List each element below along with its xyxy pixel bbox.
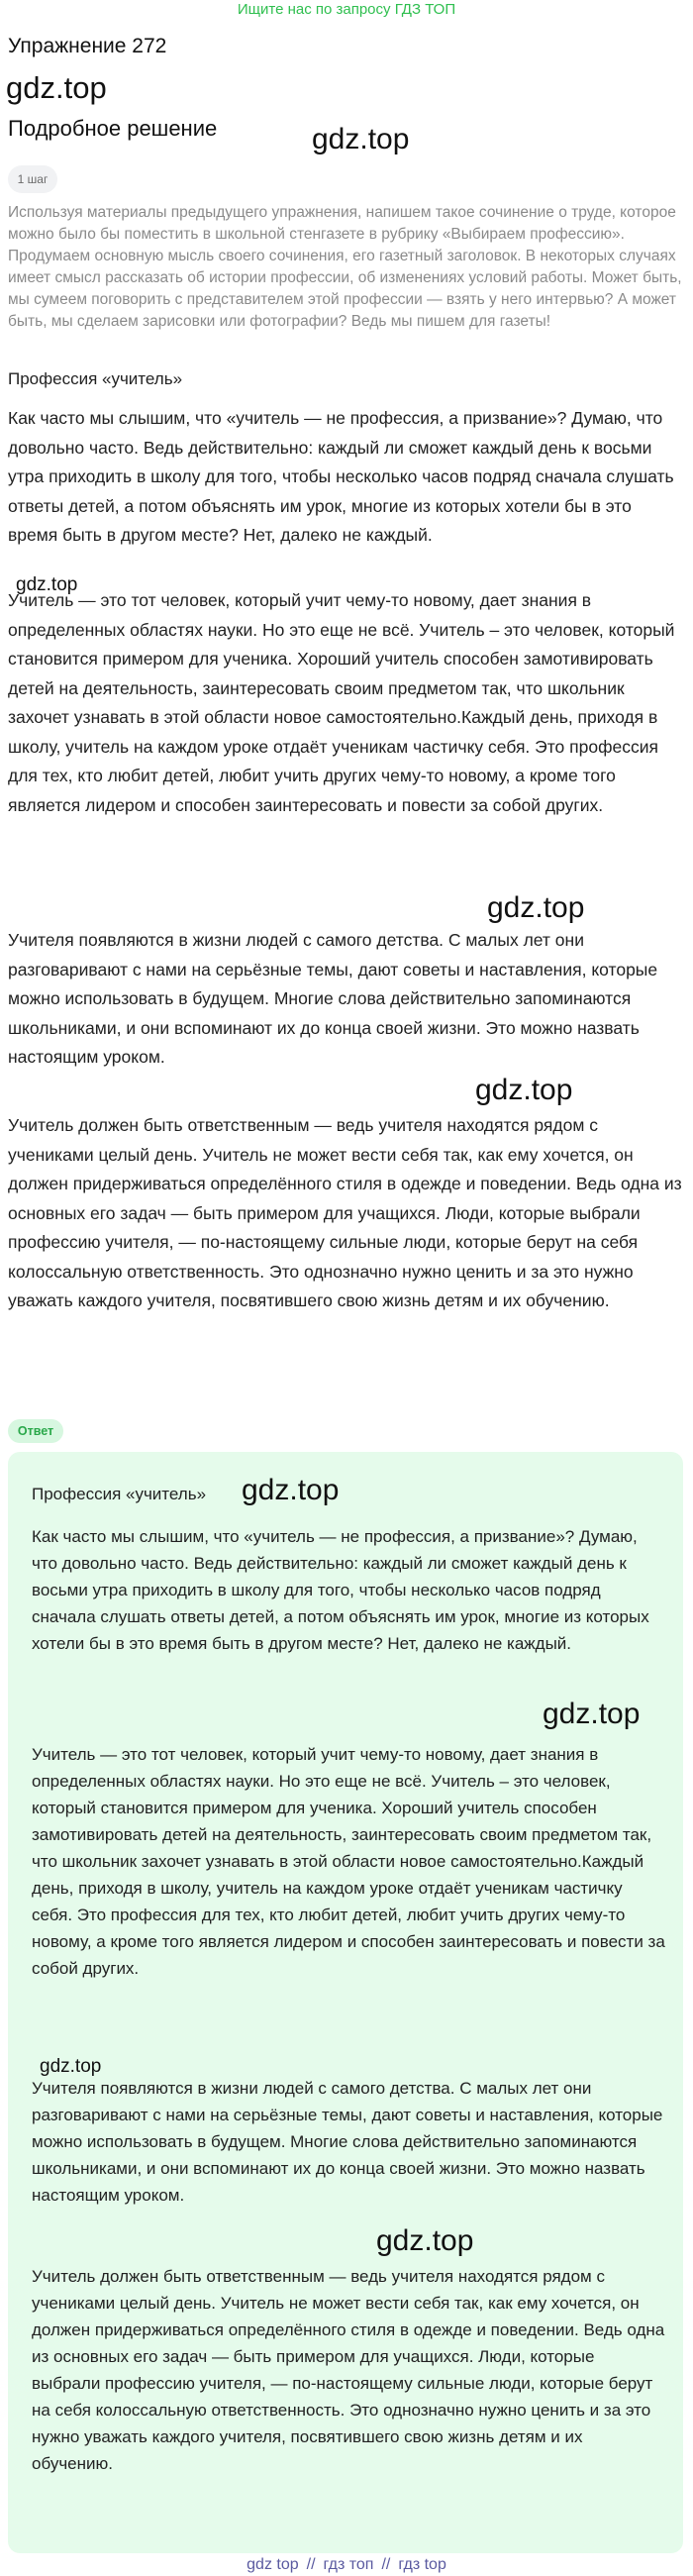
essay-title: Профессия «учитель»	[8, 369, 183, 388]
solution-title: Подробное решение	[8, 116, 218, 141]
answer-paragraph: Учитель должен быть ответственным — ведь учителя находятся рядом с учениками целый день. Учитель не может вести себя так, как ему хочется, он должен придерживаться определённого стиля в одежде и поведении. Ведь одна из основных его задач — быть примером для учащихся. Люди, которые выбрали профессию учителя, — по-настоящему сильные люди, которые берут на себя колоссальную ответственность. Это однозначно нужно ценить и за это нужно уважать каждого учителя, посвятившего свою жизнь детям и их обучению.	[32, 2267, 665, 2473]
exercise-title: Упражнение 272	[8, 35, 167, 57]
footer-link[interactable]: гдз топ	[323, 2556, 374, 2573]
search-banner[interactable]: Ищите нас по запросу ГДЗ ТОП	[237, 1, 456, 18]
task-intro: Используя материалы предыдущего упражнения, напишем такое сочинение о труде, которое можно было бы поместить в школьной стенгазете в рубрику «Выбираем профессию». Продумаем основную мысль своего сочинения, его газетный заголовок. В некоторых случаях имеет смысл рассказать об истории профессии, об изменениях условий работы. Может быть, мы сумеем поговорить с представителем этой профессии — взять у него интервью? А может быть, мы сделаем зарисовки или фотографии? Ведь мы пишем для газеты!	[8, 204, 682, 330]
watermark: gdz.top	[242, 1474, 340, 1506]
essay-paragraph: Учитель — это тот человек, который учит чему-то новому, дает знания в определенных областях науки. Но это еще не всё. Учитель – это человек, который становится примером для ученика. Хороший учитель способен замотивировать детей на деятельность, заинтересовать своим предметом так, что школьник захочет узнавать в этой области новое самостоятельно.Каждый день, приходя в школу, учитель на каждом уроке отдаёт ученикам частичку себя. Это профессия для тех, кто любит детей, любит учить других чему-то новому, а кроме того является лидером и способен заинтересовать и повести за собой других.	[8, 590, 675, 815]
answer-essay-title: Профессия «учитель»	[32, 1485, 207, 1503]
watermark: gdz.top	[40, 2056, 102, 2077]
watermark: gdz.top	[376, 2224, 474, 2257]
footer-links	[0, 2553, 693, 2576]
answer-paragraph: Учителя появляются в жизни людей с самого детства. С малых лет они разговаривают с нами на серьёзные темы, дают советы и наставления, которые можно использовать в будущем. Многие слова действительно запоминаются школьниками, и они вспоминают их до конца своей жизни. Это можно назвать настоящим уроком.	[32, 2079, 663, 2205]
watermark: gdz.top	[543, 1698, 641, 1730]
footer-separator: //	[381, 2556, 391, 2573]
footer-separator: //	[306, 2556, 316, 2573]
footer-link[interactable]: гдз top	[398, 2556, 446, 2573]
watermark: gdz.top	[312, 123, 410, 155]
essay-paragraph: Как часто мы слышим, что «учитель — не профессия, а призвание»? Думаю, что довольно часто. Ведь действительно: каждый ли сможет каждый день к восьми утра приходить в школу для того, чтобы несколько часов подряд сначала слушать ответы детей, а потом объяснять им урок, многие из которых хотели бы в это время быть в другом месте? Нет, далеко не каждый.	[8, 408, 674, 545]
watermark: gdz.top	[475, 1074, 573, 1106]
site-logo[interactable]: gdz.top	[6, 70, 107, 105]
essay-paragraph: Учителя появляются в жизни людей с самого детства. С малых лет они разговаривают с нами на серьёзные темы, дают советы и наставления, которые можно использовать в будущем. Многие слова действительно запоминаются школьниками, и они вспоминают их до конца своей жизни. Это можно назвать настоящим уроком.	[8, 930, 658, 1067]
footer-link[interactable]: gdz top	[247, 2556, 299, 2573]
essay-paragraph: Учитель должен быть ответственным — ведь учителя находятся рядом с учениками целый день. Учитель не может вести себя так, как ему хочется, он должен придерживаться определённого стиля в одежде и поведении. Ведь одна из основных его задач — быть примером для учащихся. Люди, которые выбрали профессию учителя, — по-настоящему сильные люди, которые берут на себя колоссальную ответственность. Это однозначно нужно ценить и за это нужно уважать каждого учителя, посвятившего свою жизнь детям и их обучению.	[8, 1115, 682, 1310]
answer-paragraph: Учитель — это тот человек, который учит чему-то новому, дает знания в определенных областях науки. Но это еще не всё. Учитель – это человек, который становится примером для ученика. Хороший учитель способен замотивировать детей на деятельность, заинтересовать своим предметом так, что школьник захочет узнавать в этой области новое самостоятельно.Каждый день, приходя в школу, учитель на каждом уроке отдаёт ученикам частичку себя. Это профессия для тех, кто любит детей, любит учить других чему-то новому, а кроме того является лидером и способен заинтересовать и повести за собой других.	[32, 1745, 665, 1978]
watermark: gdz.top	[16, 574, 78, 595]
answer-paragraph: Как часто мы слышим, что «учитель — не профессия, а призвание»? Думаю, что довольно часто. Ведь действительно: каждый ли сможет каждый день к восьми утра приходить в школу для того, чтобы несколько часов подряд сначала слушать ответы детей, а потом объяснять им урок, многие из которых хотели бы в это время быть в другом месте? Нет, далеко не каждый.	[32, 1527, 649, 1653]
answer-badge: Ответ	[8, 1419, 63, 1443]
step-badge: 1 шаг	[8, 165, 57, 193]
watermark: gdz.top	[487, 891, 585, 924]
